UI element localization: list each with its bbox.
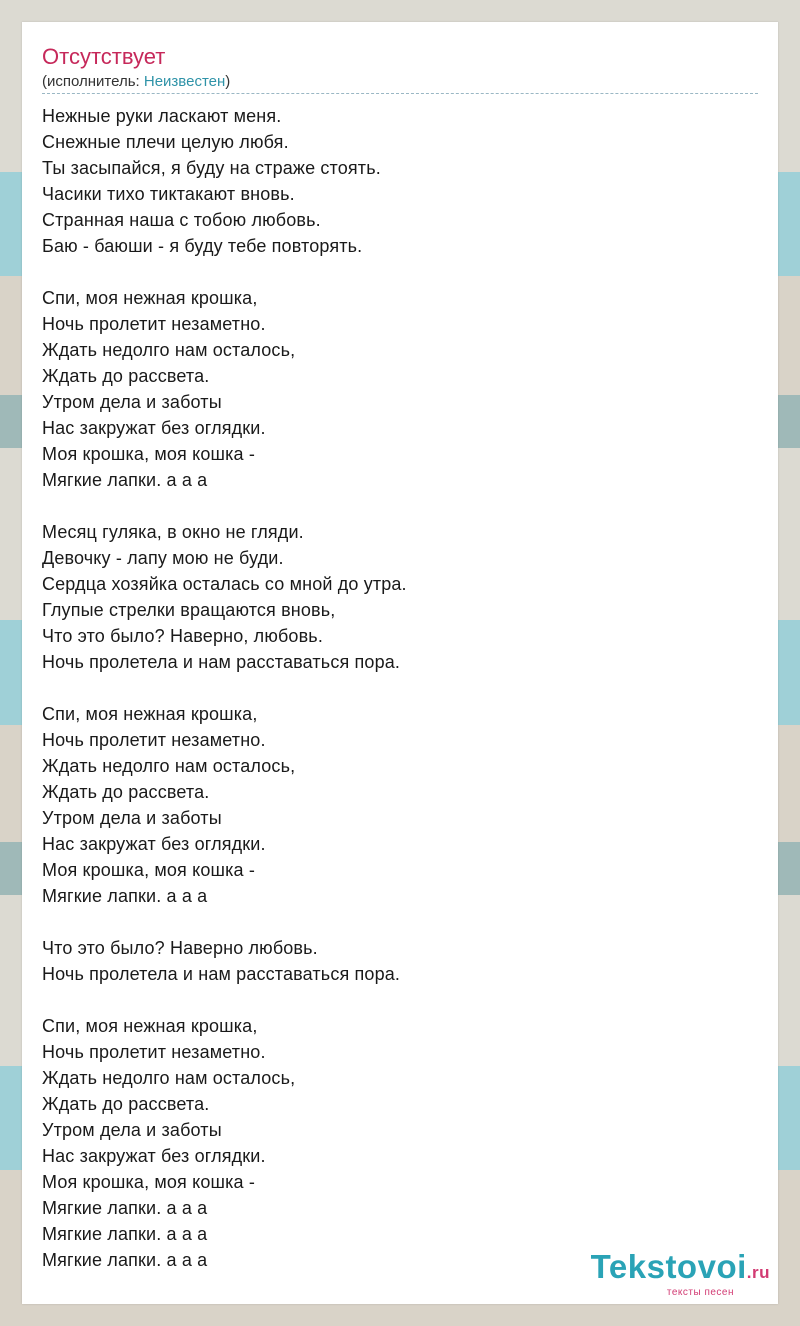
artist-line — [42, 72, 230, 92]
lyric-line: Глупые стрелки вращаются вновь, — [42, 600, 336, 620]
lyric-line: Ты засыпайся, я буду на страже стоять. — [42, 158, 381, 178]
lyrics-stanza — [42, 519, 758, 675]
lyrics-stanza — [42, 1013, 758, 1273]
lyric-line: Спи, моя нежная крошка, — [42, 704, 258, 724]
title-divider — [42, 93, 758, 94]
lyric-line: Мягкие лапки. а а а — [42, 1250, 208, 1270]
logo-tagline: тексты песен — [666, 1287, 734, 1298]
lyric-line: Нас закружат без оглядки. — [42, 1146, 266, 1166]
lyrics-stanza — [42, 701, 758, 909]
logo-wordmark — [591, 1249, 770, 1291]
lyric-line: Утром дела и заботы — [42, 1120, 222, 1140]
lyric-line: Ждать до рассвета. — [42, 366, 210, 386]
lyrics-card — [22, 22, 778, 1304]
lyric-line: Моя крошка, моя кошка - — [42, 1172, 255, 1192]
lyrics-stanza — [42, 935, 758, 987]
lyrics-stanza — [42, 103, 758, 259]
lyric-line: Ждать недолго нам осталось, — [42, 756, 296, 776]
lyric-line: Сердца хозяйка осталась со мной до утра. — [42, 574, 407, 594]
lyric-line: Ждать до рассвета. — [42, 1094, 210, 1114]
lyric-line: Мягкие лапки. а а а — [42, 886, 208, 906]
lyric-line: Ночь пролетела и нам расставаться пора. — [42, 652, 401, 672]
lyric-line: Ждать до рассвета. — [42, 782, 210, 802]
lyric-line: Что это было? Наверно, любовь. — [42, 626, 323, 646]
artist-suffix: ) — [225, 73, 231, 90]
lyrics-stanza — [42, 285, 758, 493]
lyric-line: Девочку - лапу мою не буди. — [42, 548, 284, 568]
lyric-line: Что это было? Наверно любовь. — [42, 938, 318, 958]
lyric-line: Мягкие лапки. а а а — [42, 470, 208, 490]
lyric-line: Странная наша с тобою любовь. — [42, 210, 321, 230]
lyric-line: Снежные плечи целую любя. — [42, 132, 289, 152]
lyric-line: Ждать недолго нам осталось, — [42, 1068, 296, 1088]
lyric-line: Ждать недолго нам осталось, — [42, 340, 296, 360]
lyric-line: Ночь пролетела и нам расставаться пора. — [42, 964, 401, 984]
song-title: Отсутствует — [42, 44, 166, 69]
lyric-line: Ночь пролетит незаметно. — [42, 1042, 266, 1062]
lyric-line: Часики тихо тиктакают вновь. — [42, 184, 295, 204]
lyric-line: Ночь пролетит незаметно. — [42, 730, 266, 750]
logo-name: Tekstovoi — [590, 1248, 747, 1285]
site-logo[interactable] — [591, 1249, 770, 1298]
lyric-line: Утром дела и заботы — [42, 808, 222, 828]
lyric-line: Нас закружат без оглядки. — [42, 834, 266, 854]
lyric-line: Спи, моя нежная крошка, — [42, 1016, 258, 1036]
lyric-line: Спи, моя нежная крошка, — [42, 288, 258, 308]
lyric-line: Моя крошка, моя кошка - — [42, 444, 255, 464]
lyric-line: Ночь пролетит незаметно. — [42, 314, 266, 334]
lyric-line: Мягкие лапки. а а а — [42, 1198, 208, 1218]
artist-link[interactable]: Неизвестен — [143, 73, 226, 90]
lyric-line: Мягкие лапки. а а а — [42, 1224, 208, 1244]
artist-prefix: (исполнитель: — [42, 73, 144, 90]
lyric-line: Баю - баюши - я буду тебе повторять. — [42, 236, 363, 256]
logo-tld: .ru — [746, 1263, 770, 1282]
lyric-line: Утром дела и заботы — [42, 392, 222, 412]
lyric-line: Нас закружат без оглядки. — [42, 418, 266, 438]
lyric-line: Моя крошка, моя кошка - — [42, 860, 255, 880]
lyric-line: Месяц гуляка, в окно не гляди. — [42, 522, 304, 542]
lyrics-text — [42, 103, 758, 1273]
lyric-line: Нежные руки ласкают меня. — [42, 106, 282, 126]
